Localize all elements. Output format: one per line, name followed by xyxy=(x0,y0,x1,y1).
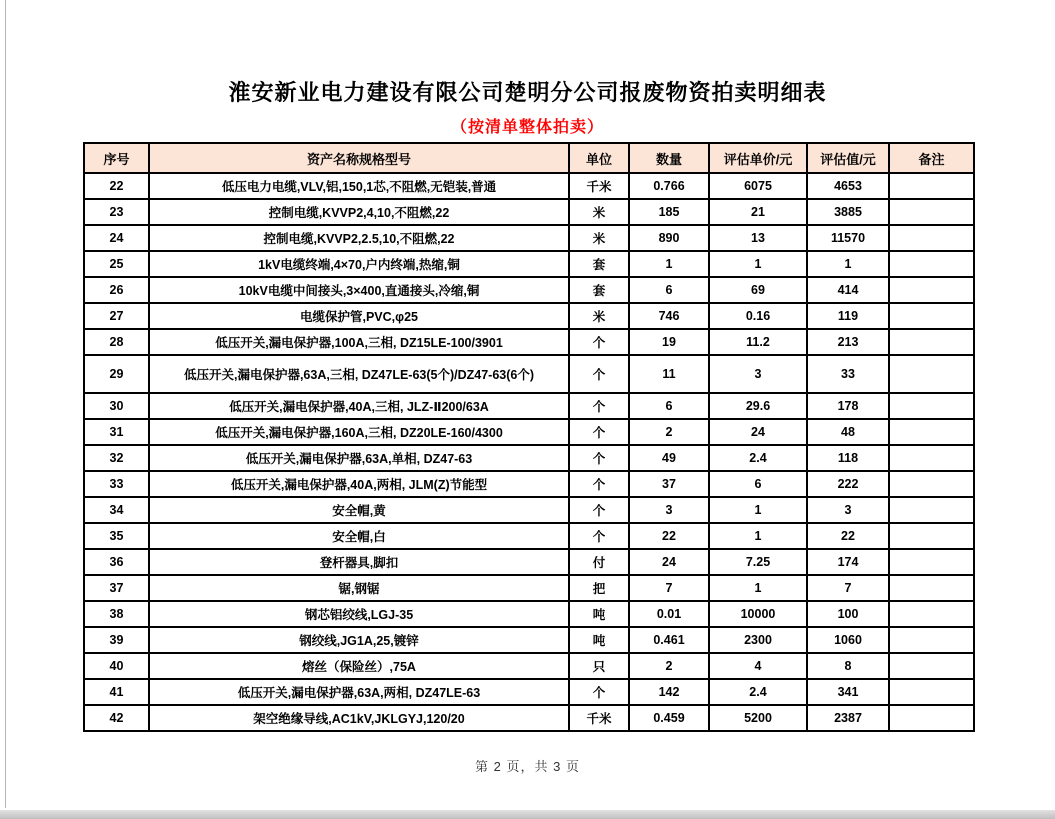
cell-qty: 0.766 xyxy=(629,173,709,199)
table-row xyxy=(84,705,974,731)
cell-value: 118 xyxy=(807,445,889,471)
table-row xyxy=(84,303,974,329)
table-row xyxy=(84,225,974,251)
table-row xyxy=(84,277,974,303)
cell-name: 低压开关,漏电保护器,40A,两相, JLM(Z)节能型 xyxy=(149,471,569,497)
cell-value: 3885 xyxy=(807,199,889,225)
cell-value: 2387 xyxy=(807,705,889,731)
cell-name: 登杆器具,脚扣 xyxy=(149,549,569,575)
cell-remark xyxy=(889,173,974,199)
cell-qty: 142 xyxy=(629,679,709,705)
cell-unit: 米 xyxy=(569,199,629,225)
cell-unit: 米 xyxy=(569,303,629,329)
cell-unit-price: 21 xyxy=(709,199,807,225)
cell-unit: 个 xyxy=(569,445,629,471)
table-row xyxy=(84,173,974,199)
cell-seq: 36 xyxy=(84,549,149,575)
table-header-row xyxy=(84,143,974,173)
column-header-unit-price: 评估单价/元 xyxy=(709,143,807,173)
cell-seq: 27 xyxy=(84,303,149,329)
cell-name: 电缆保护管,PVC,φ25 xyxy=(149,303,569,329)
cell-seq: 35 xyxy=(84,523,149,549)
cell-qty: 1 xyxy=(629,251,709,277)
cell-unit-price: 1 xyxy=(709,251,807,277)
cell-qty: 0.459 xyxy=(629,705,709,731)
cell-unit-price: 1 xyxy=(709,523,807,549)
cell-value: 33 xyxy=(807,355,889,393)
window-bottom-bar xyxy=(0,810,1055,819)
table-row xyxy=(84,329,974,355)
cell-qty: 6 xyxy=(629,393,709,419)
table-row xyxy=(84,679,974,705)
cell-value: 100 xyxy=(807,601,889,627)
cell-unit-price: 6075 xyxy=(709,173,807,199)
table-row xyxy=(84,601,974,627)
cell-unit-price: 13 xyxy=(709,225,807,251)
cell-name: 低压开关,漏电保护器,100A,三相, DZ15LE-100/3901 xyxy=(149,329,569,355)
cell-remark xyxy=(889,445,974,471)
cell-name: 低压开关,漏电保护器,160A,三相, DZ20LE-160/4300 xyxy=(149,419,569,445)
cell-name: 低压开关,漏电保护器,63A,单相, DZ47-63 xyxy=(149,445,569,471)
column-header-unit: 单位 xyxy=(569,143,629,173)
cell-name: 控制电缆,KVVP2,2.5,10,不阻燃,22 xyxy=(149,225,569,251)
cell-unit: 吨 xyxy=(569,627,629,653)
table-row xyxy=(84,523,974,549)
cell-seq: 24 xyxy=(84,225,149,251)
cell-qty: 37 xyxy=(629,471,709,497)
cell-unit: 付 xyxy=(569,549,629,575)
cell-unit: 套 xyxy=(569,251,629,277)
cell-remark xyxy=(889,549,974,575)
cell-remark xyxy=(889,601,974,627)
cell-name: 安全帽,白 xyxy=(149,523,569,549)
cell-remark xyxy=(889,627,974,653)
cell-value: 4653 xyxy=(807,173,889,199)
table-row xyxy=(84,549,974,575)
cell-unit: 个 xyxy=(569,679,629,705)
cell-unit: 套 xyxy=(569,277,629,303)
cell-unit: 千米 xyxy=(569,173,629,199)
cell-name: 低压开关,漏电保护器,63A,三相, DZ47LE-63(5个)/DZ47-63(6个) xyxy=(149,355,569,393)
cell-seq: 31 xyxy=(84,419,149,445)
cell-unit: 个 xyxy=(569,497,629,523)
cell-value: 414 xyxy=(807,277,889,303)
cell-seq: 40 xyxy=(84,653,149,679)
cell-name: 低压电力电缆,VLV,铝,150,1芯,不阻燃,无铠装,普通 xyxy=(149,173,569,199)
cell-seq: 22 xyxy=(84,173,149,199)
table-row xyxy=(84,445,974,471)
cell-remark xyxy=(889,705,974,731)
cell-value: 3 xyxy=(807,497,889,523)
cell-seq: 32 xyxy=(84,445,149,471)
cell-qty: 49 xyxy=(629,445,709,471)
cell-qty: 0.01 xyxy=(629,601,709,627)
cell-seq: 33 xyxy=(84,471,149,497)
cell-unit-price: 7.25 xyxy=(709,549,807,575)
column-header-value: 评估值/元 xyxy=(807,143,889,173)
cell-remark xyxy=(889,497,974,523)
cell-seq: 30 xyxy=(84,393,149,419)
cell-name: 钢芯铝绞线,LGJ-35 xyxy=(149,601,569,627)
column-header-name: 资产名称规格型号 xyxy=(149,143,569,173)
cell-value: 22 xyxy=(807,523,889,549)
column-header-remark: 备注 xyxy=(889,143,974,173)
cell-remark xyxy=(889,225,974,251)
cell-unit: 把 xyxy=(569,575,629,601)
cell-unit-price: 0.16 xyxy=(709,303,807,329)
cell-unit: 千米 xyxy=(569,705,629,731)
cell-seq: 29 xyxy=(84,355,149,393)
cell-seq: 26 xyxy=(84,277,149,303)
cell-name: 控制电缆,KVVP2,4,10,不阻燃,22 xyxy=(149,199,569,225)
cell-value: 1060 xyxy=(807,627,889,653)
cell-unit: 个 xyxy=(569,355,629,393)
cell-seq: 23 xyxy=(84,199,149,225)
cell-unit-price: 3 xyxy=(709,355,807,393)
cell-name: 熔丝（保险丝）,75A xyxy=(149,653,569,679)
cell-seq: 25 xyxy=(84,251,149,277)
column-header-qty: 数量 xyxy=(629,143,709,173)
cell-unit: 个 xyxy=(569,471,629,497)
column-header-seq: 序号 xyxy=(84,143,149,173)
cell-remark xyxy=(889,679,974,705)
table-row xyxy=(84,627,974,653)
cell-value: 1 xyxy=(807,251,889,277)
cell-unit-price: 1 xyxy=(709,575,807,601)
cell-seq: 38 xyxy=(84,601,149,627)
cell-unit-price: 1 xyxy=(709,497,807,523)
table-row xyxy=(84,471,974,497)
cell-remark xyxy=(889,393,974,419)
cell-unit-price: 2.4 xyxy=(709,679,807,705)
cell-qty: 6 xyxy=(629,277,709,303)
cell-value: 213 xyxy=(807,329,889,355)
cell-remark xyxy=(889,523,974,549)
table-row xyxy=(84,355,974,393)
cell-unit-price: 69 xyxy=(709,277,807,303)
cell-unit-price: 11.2 xyxy=(709,329,807,355)
cell-value: 222 xyxy=(807,471,889,497)
cell-name: 锯,钢锯 xyxy=(149,575,569,601)
cell-seq: 37 xyxy=(84,575,149,601)
cell-qty: 22 xyxy=(629,523,709,549)
cell-name: 安全帽,黄 xyxy=(149,497,569,523)
cell-unit-price: 6 xyxy=(709,471,807,497)
cell-unit-price: 4 xyxy=(709,653,807,679)
page-title: 淮安新业电力建设有限公司楚明分公司报废物资拍卖明细表 xyxy=(228,80,827,105)
table-row xyxy=(84,393,974,419)
cell-qty: 746 xyxy=(629,303,709,329)
cell-remark xyxy=(889,199,974,225)
cell-unit-price: 5200 xyxy=(709,705,807,731)
cell-value: 48 xyxy=(807,419,889,445)
cell-name: 低压开关,漏电保护器,40A,三相, JLZ-Ⅱ200/63A xyxy=(149,393,569,419)
cell-name: 低压开关,漏电保护器,63A,两相, DZ47LE-63 xyxy=(149,679,569,705)
cell-remark xyxy=(889,277,974,303)
cell-unit-price: 24 xyxy=(709,419,807,445)
cell-name: 1kV电缆终端,4×70,户内终端,热缩,铜 xyxy=(149,251,569,277)
cell-name: 10kV电缆中间接头,3×400,直通接头,冷缩,铜 xyxy=(149,277,569,303)
cell-unit-price: 10000 xyxy=(709,601,807,627)
table-row xyxy=(84,497,974,523)
table-row xyxy=(84,419,974,445)
cell-unit: 个 xyxy=(569,419,629,445)
cell-value: 7 xyxy=(807,575,889,601)
cell-unit-price: 2300 xyxy=(709,627,807,653)
cell-remark xyxy=(889,419,974,445)
cell-unit: 米 xyxy=(569,225,629,251)
cell-qty: 3 xyxy=(629,497,709,523)
cell-value: 178 xyxy=(807,393,889,419)
cell-qty: 890 xyxy=(629,225,709,251)
cell-name: 架空绝缘导线,AC1kV,JKLGYJ,120/20 xyxy=(149,705,569,731)
cell-unit-price: 29.6 xyxy=(709,393,807,419)
cell-unit: 吨 xyxy=(569,601,629,627)
cell-value: 174 xyxy=(807,549,889,575)
cell-remark xyxy=(889,653,974,679)
cell-remark xyxy=(889,355,974,393)
asset-auction-table xyxy=(83,142,975,732)
cell-remark xyxy=(889,471,974,497)
cell-value: 8 xyxy=(807,653,889,679)
cell-qty: 19 xyxy=(629,329,709,355)
cell-unit: 个 xyxy=(569,393,629,419)
page-number-footer: 第 2 页，共 3 页 xyxy=(475,759,580,774)
cell-remark xyxy=(889,251,974,277)
cell-seq: 41 xyxy=(84,679,149,705)
page-subtitle: （按清单整体拍卖） xyxy=(450,119,604,136)
cell-qty: 24 xyxy=(629,549,709,575)
cell-seq: 28 xyxy=(84,329,149,355)
cell-unit: 个 xyxy=(569,329,629,355)
cell-remark xyxy=(889,329,974,355)
cell-qty: 7 xyxy=(629,575,709,601)
cell-unit: 个 xyxy=(569,523,629,549)
cell-remark xyxy=(889,575,974,601)
cell-qty: 11 xyxy=(629,355,709,393)
table-row xyxy=(84,575,974,601)
cell-unit: 只 xyxy=(569,653,629,679)
cell-seq: 34 xyxy=(84,497,149,523)
cell-unit-price: 2.4 xyxy=(709,445,807,471)
cell-value: 11570 xyxy=(807,225,889,251)
table-row xyxy=(84,653,974,679)
cell-remark xyxy=(889,303,974,329)
cell-seq: 42 xyxy=(84,705,149,731)
cell-value: 119 xyxy=(807,303,889,329)
cell-qty: 185 xyxy=(629,199,709,225)
cell-qty: 0.461 xyxy=(629,627,709,653)
cell-qty: 2 xyxy=(629,653,709,679)
table-row xyxy=(84,251,974,277)
table-row xyxy=(84,199,974,225)
cell-name: 钢绞线,JG1A,25,镀锌 xyxy=(149,627,569,653)
cell-qty: 2 xyxy=(629,419,709,445)
cell-value: 341 xyxy=(807,679,889,705)
cell-seq: 39 xyxy=(84,627,149,653)
